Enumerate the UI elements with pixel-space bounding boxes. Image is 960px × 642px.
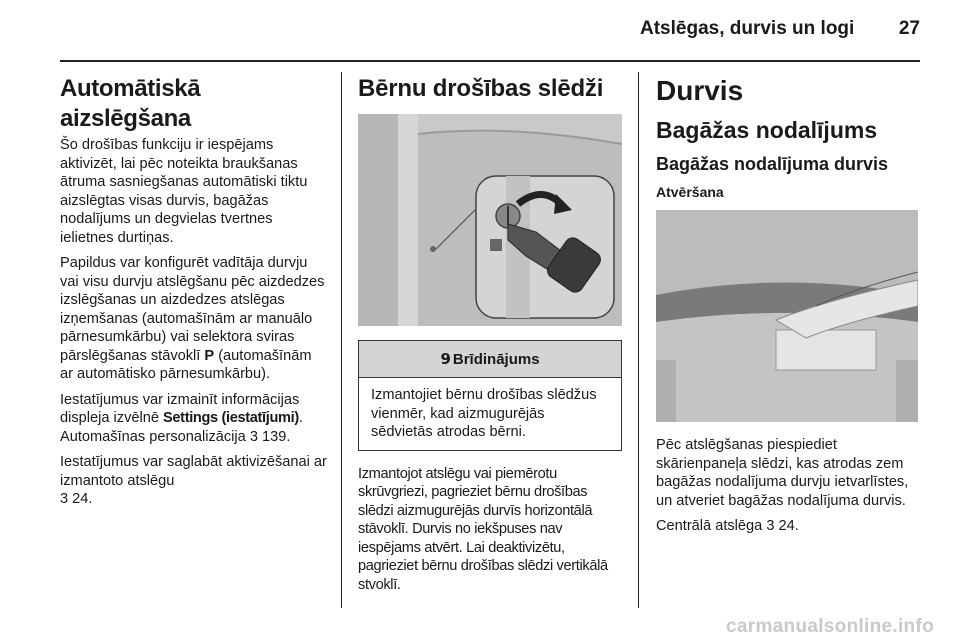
page-reference-icon: 3	[60, 491, 69, 507]
column-divider-left	[341, 72, 342, 608]
subheading-tailgate: Bagāžas nodalījuma durvis	[656, 154, 889, 174]
warning-header	[359, 341, 621, 378]
section-heading-child-locks: Bērnu drošības slēdži	[358, 75, 604, 102]
watermark: carmanualsonline.info	[726, 616, 934, 637]
page-number: 27	[898, 18, 920, 39]
paragraph-central-locking-ref	[656, 517, 918, 536]
text-run: . Automašīnas personalizācija	[60, 410, 303, 445]
paragraph-child-lock-usage: Izmantojot atslēgu vai piemērotu skrūvgriezi, pagrieziet bērnu drošības slēdzi aizmugurējās durvīs horizontālā stāvoklī. Durvis no iekšpuses nav iespējams atvērt. Lai deaktivizētu, pagrieziet bērnu drošības slēdzi vertikālā stvoklī.	[358, 465, 608, 593]
header-rule	[60, 60, 920, 62]
warning-title: Brīdinājums	[452, 350, 540, 368]
text-run: Centrālā atslēga	[656, 518, 767, 534]
text-run: Papildus var konfigurēt vadītāja durvju vai visu durvju atslēgšanu pēc aizdedzes izslēgšanas un aizdedzes atslēgas izņemšanas (automašīnām ar manuālo pārnesumkārbu) vai selektora sviras pārslēgšanas stāvoklī	[60, 255, 325, 364]
subheading-opening: Atvēršana	[656, 184, 724, 200]
child-lock-drawing	[358, 114, 622, 326]
text-run: Iestatījumus var saglabāt aktivizēšanai ar izmantoto atslēgu	[60, 454, 327, 489]
column-doors	[656, 74, 918, 543]
text-run: 24.	[774, 518, 799, 534]
column-child-locks	[358, 74, 622, 601]
paragraph-auto-locking-intro: Šo drošības funkciju ir iespējams aktivizēt, lai pēc noteikta braukšanas ātruma sasniegšanas automātiski tiktu aizslēgtas visas durvis, bagāžas nodalījums un degvielas tvertnes ielietnes durtiņas.	[60, 137, 308, 246]
text-run: 139.	[257, 428, 291, 445]
section-heading-auto-locking: Automātiskā aizslēgšana	[60, 75, 201, 132]
subheading-load-compartment: Bagāžas nodalījums	[656, 117, 878, 143]
text-run: 24.	[68, 491, 93, 507]
text-run: (automašīnām ar automātisko pārnesumkārbu).	[60, 347, 312, 382]
column-auto-locking	[60, 74, 328, 516]
settings-menu-name: Settings (iestatījumi)	[163, 410, 299, 426]
child-lock-illustration	[358, 114, 622, 326]
paragraph-settings	[60, 391, 328, 447]
paragraph-auto-unlocking	[60, 254, 328, 384]
tailgate-drawing	[656, 210, 918, 422]
column-divider-right	[638, 72, 639, 608]
gear-position-p: P	[204, 347, 215, 364]
warning-text: Izmantojiet bērnu drošības slēdžus vienmēr, kad aizmugurējās sēdvietās atrodas bērni.	[371, 387, 597, 440]
warning-icon: 9	[440, 350, 451, 368]
warning-box	[358, 340, 622, 451]
page-reference-icon: 3	[249, 428, 258, 445]
page-reference-icon: 3	[766, 518, 775, 534]
text-run: Iestatījumus var izmainīt informācijas displeja izvēlnē	[60, 391, 300, 426]
paragraph-save-settings	[60, 453, 328, 509]
paragraph-tailgate-opening: Pēc atslēgšanas piespiediet skārienpaneļa slēdzi, kas atrodas zem bagāžas nodalījuma durvju ietvarlīstes, un atveriet bagāžas nodalījuma durvis.	[656, 437, 909, 509]
tailgate-illustration	[656, 210, 918, 422]
page-header-title: Atslēgas, durvis un logi	[640, 18, 855, 39]
warning-body	[359, 378, 621, 450]
section-heading-doors: Durvis	[656, 75, 744, 106]
